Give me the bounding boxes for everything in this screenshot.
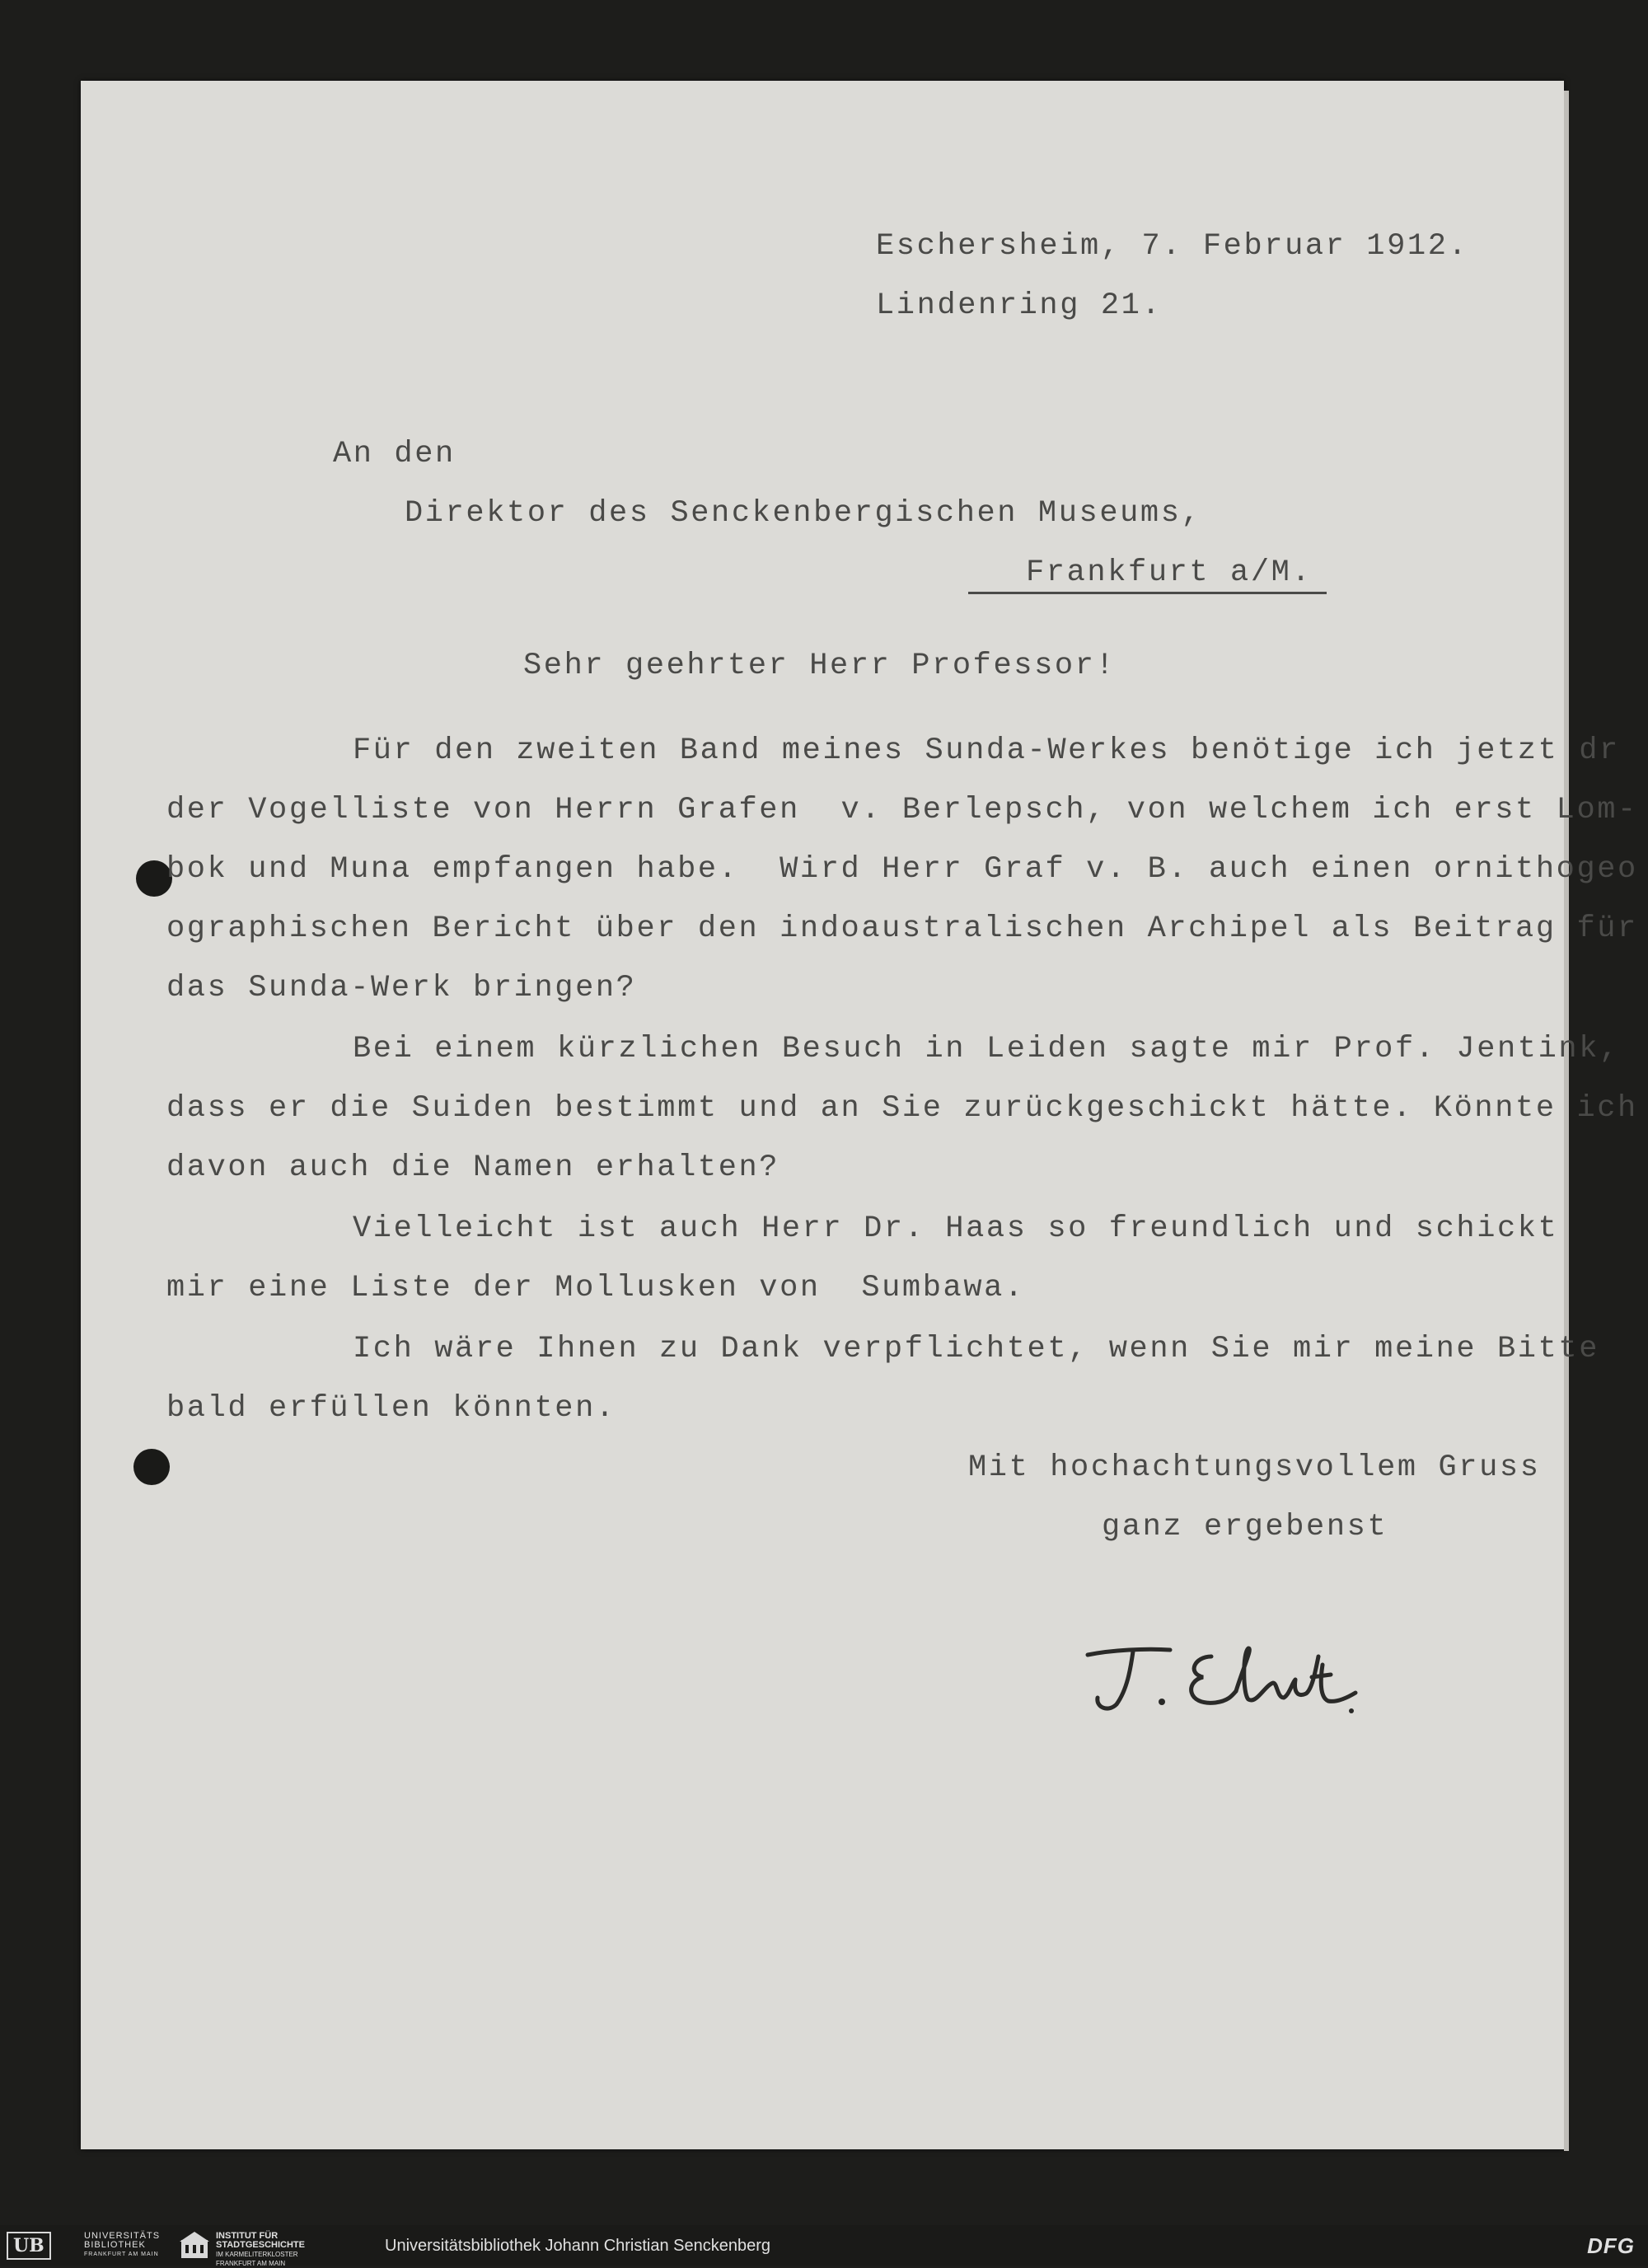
institute-logo-text (216, 2232, 305, 2268)
ub-logo-text (84, 2232, 160, 2259)
paragraph-1-line-5: das Sunda-Werk bringen? (166, 971, 637, 1005)
holding-library-name: Universitätsbibliothek Johann Christian Senckenberg (385, 2237, 771, 2255)
recipient-line-3: Frankfurt a/M. (968, 555, 1327, 594)
paragraph-2-line-2: dass er die Suiden bestimmt und an Sie zurückgeschickt hätte. Könnte ich (166, 1091, 1638, 1126)
paragraph-1-line-2: der Vogelliste von Herrn Grafen v. Berlepsch, von welchem ich erst Lom- (166, 793, 1638, 827)
paragraph-4-line-2: bald erfüllen könnten. (166, 1391, 616, 1426)
paragraph-4-line-1: Ich wäre Ihnen zu Dank verpflichtet, wenn Sie mir meine Bitte (353, 1332, 1600, 1366)
closing-line-2: ganz ergebenst (1102, 1510, 1388, 1544)
inst-text-line-1: INSTITUT FÜR (216, 2231, 279, 2241)
inst-text-line-4: FRANKFURT AM MAIN (216, 2260, 286, 2267)
inst-text-line-3: IM KARMELITERKLOSTER (216, 2251, 298, 2258)
punch-hole-lower (133, 1449, 170, 1485)
salutation: Sehr geehrter Herr Professor! (523, 649, 1117, 683)
recipient-line-2: Direktor des Senckenbergischen Museums, (405, 496, 1202, 531)
dfg-logo: DFG (1587, 2233, 1635, 2258)
ub-logo: UB (7, 2232, 51, 2260)
paragraph-3-line-1: Vielleicht ist auch Herr Dr. Haas so freundlich und schickt (353, 1211, 1559, 1246)
ub-text-line-1: UNIVERSITÄTS (84, 2231, 161, 2241)
ub-text-line-2: BIBLIOTHEK (84, 2240, 146, 2250)
institute-building-icon (180, 2232, 209, 2258)
archive-footer (0, 2225, 1648, 2266)
paragraph-3-line-2: mir eine Liste der Mollusken von Sumbawa. (166, 1271, 1025, 1305)
paragraph-1-line-3: bok und Muna empfangen habe. Wird Herr Graf v. B. auch einen ornithogeo (166, 852, 1638, 887)
paragraph-2-line-3: davon auch die Namen erhalten? (166, 1150, 780, 1185)
paragraph-2-line-1: Bei einem kürzlichen Besuch in Leiden sagte mir Prof. Jentink, (353, 1032, 1620, 1066)
inst-text-line-2: STADTGESCHICHTE (216, 2240, 305, 2250)
address-line: Lindenring 21. (876, 288, 1163, 323)
ub-text-line-3: FRANKFURT AM MAIN (84, 2252, 159, 2257)
paragraph-1-line-4: ographischen Bericht über den indoaustralischen Archipel als Beitrag für (166, 911, 1638, 946)
recipient-line-1: An den (333, 437, 456, 471)
date-line: Eschersheim, 7. Februar 1912. (876, 229, 1469, 264)
handwritten-signature (1071, 1632, 1368, 1714)
paragraph-1-line-1: Für den zweiten Band meines Sunda-Werkes benötige ich jetzt dr (353, 733, 1620, 768)
closing-line-1: Mit hochachtungsvollem Gruss (968, 1450, 1541, 1485)
